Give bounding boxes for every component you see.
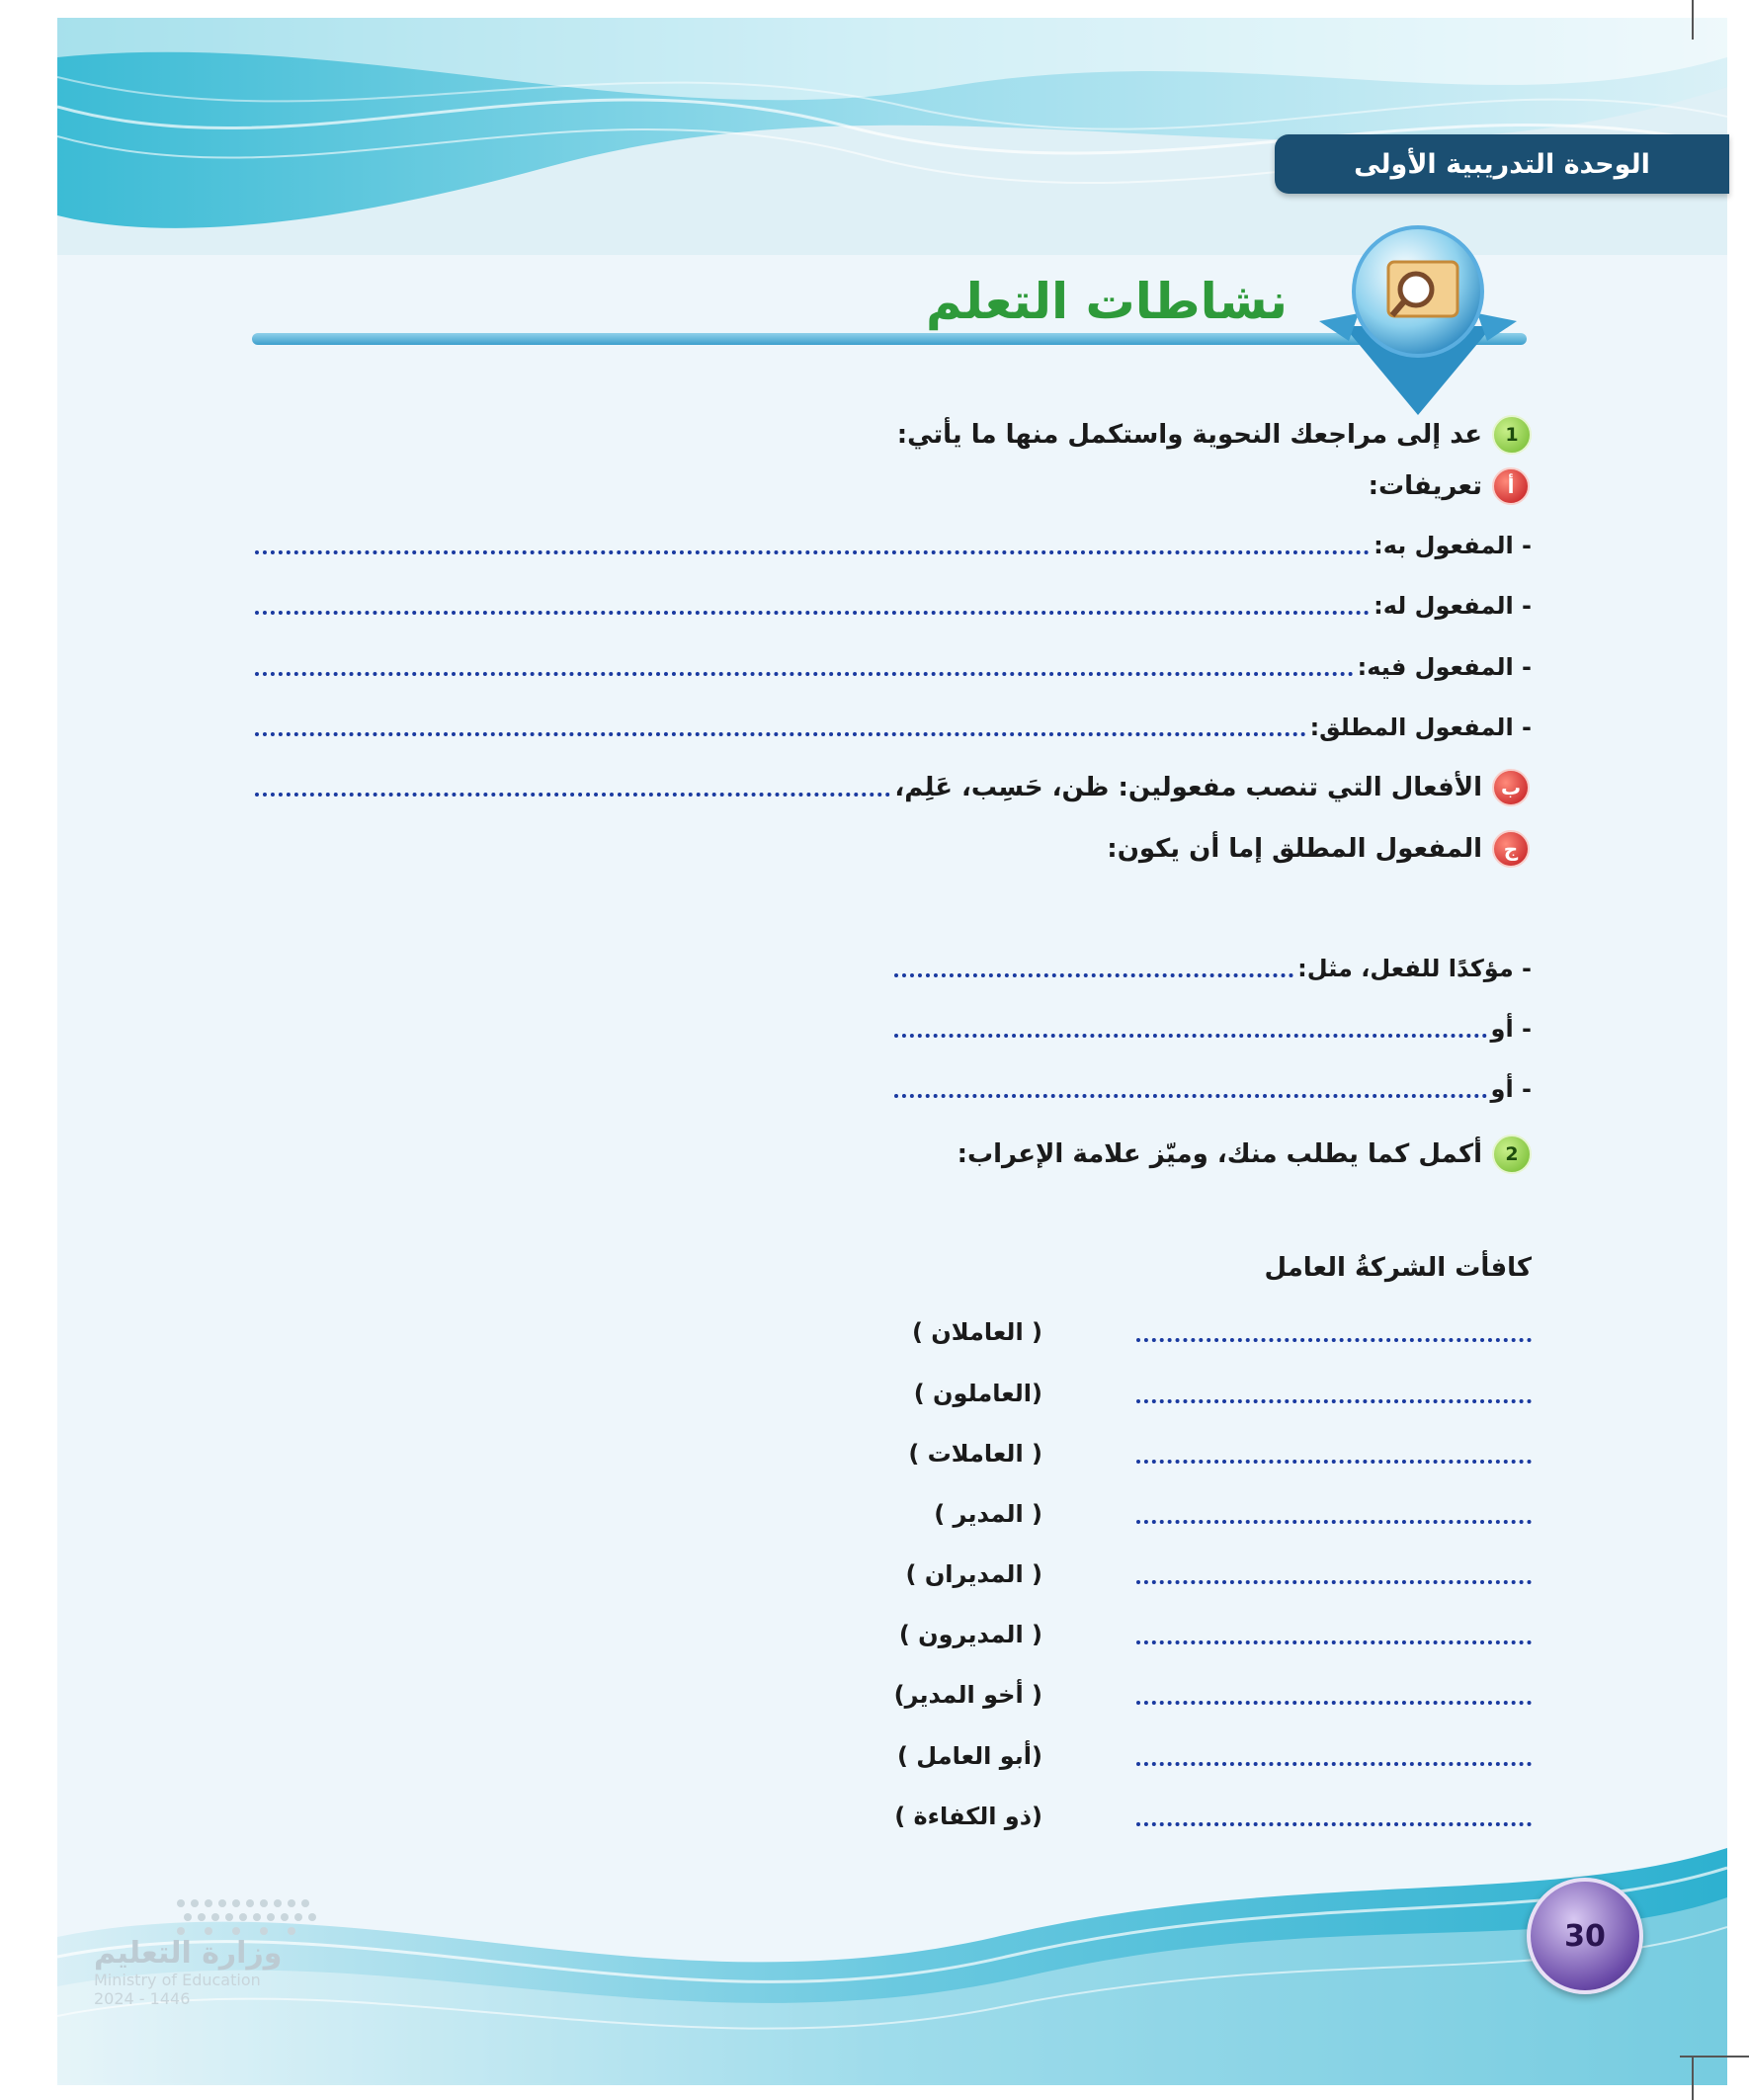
absolute-object-row (894, 955, 1532, 982)
answer-blank[interactable] (1136, 1520, 1532, 1524)
ministry-watermark (94, 1892, 331, 2041)
example-sentence (1264, 1253, 1532, 1283)
answer-blank[interactable] (1136, 1701, 1532, 1705)
question-2 (958, 1134, 1532, 1174)
definition-row (255, 532, 1532, 559)
exercise-hint: ( العاملان ) (911, 1318, 1042, 1346)
part-a-label: تعريفات: (1368, 471, 1482, 501)
exercise-row (870, 1498, 1532, 1538)
answer-blank[interactable] (894, 1094, 1487, 1098)
answer-blank[interactable] (1136, 1580, 1532, 1584)
question-number-badge: 1 (1492, 415, 1532, 455)
answer-blank[interactable] (1136, 1338, 1532, 1342)
edition-year: 2024 - 1446 (94, 1989, 191, 2008)
absolute-object-label: - أو (1490, 1075, 1532, 1103)
answer-blank[interactable] (1136, 1762, 1532, 1766)
answer-blank[interactable] (1136, 1460, 1532, 1464)
exercise-hint: ( المديران ) (905, 1560, 1042, 1588)
part-b-text: الأفعال التي تنصب مفعولين: ظن، حَسِب، عَلِم، (894, 773, 1482, 802)
exercise-row (870, 1378, 1532, 1417)
exercise-row (870, 1740, 1532, 1780)
section-title: نشاطات التعلم (925, 273, 1289, 330)
part-letter-badge: ب (1492, 769, 1530, 806)
magnifier-folder-icon (1309, 222, 1527, 420)
example-sentence-text: كافأت الشركةُ العامل (1264, 1253, 1532, 1283)
exercise-hint: ( المدير ) (934, 1500, 1042, 1528)
exercise-row (870, 1619, 1532, 1658)
answer-blank[interactable] (1136, 1640, 1532, 1644)
answer-blank[interactable] (255, 672, 1354, 676)
absolute-object-row (894, 1015, 1532, 1043)
exercise-hint: (ذو الكفاءة ) (894, 1803, 1042, 1830)
unit-tab: الوحدة التدريبية الأولى (1275, 134, 1729, 194)
answer-blank[interactable] (1136, 1399, 1532, 1403)
exercise-hint: (أبو العامل ) (896, 1742, 1042, 1770)
page-number-badge: 30 (1527, 1878, 1643, 1994)
part-letter-badge: ج (1492, 830, 1530, 868)
exercise-row (870, 1558, 1532, 1598)
answer-blank[interactable] (255, 550, 1370, 554)
exercise-row (870, 1679, 1532, 1719)
exercise-hint: ( أخو المدير) (893, 1681, 1042, 1709)
definition-label: - المفعول له: (1374, 592, 1532, 620)
crop-mark (1692, 0, 1694, 40)
exercise-row (870, 1316, 1532, 1356)
part-letter-badge: أ (1492, 467, 1530, 505)
crop-mark (1692, 2056, 1694, 2100)
exercise-row (870, 1801, 1532, 1840)
answer-blank[interactable] (894, 973, 1293, 977)
exercise-hint: (العاملون ) (913, 1380, 1042, 1407)
exercise-row (870, 1438, 1532, 1477)
definition-row (255, 592, 1532, 620)
question-number-badge: 2 (1492, 1134, 1532, 1174)
answer-blank[interactable] (255, 793, 890, 797)
definition-label: - المفعول فيه: (1357, 653, 1532, 681)
answer-blank[interactable] (1136, 1822, 1532, 1826)
question-2-text: أكمل كما يطلب منك، وميّز علامة الإعراب: (957, 1139, 1482, 1169)
question-1-text: عد إلى مراجعك النحوية واستكمل منها ما يأتي: (896, 420, 1482, 450)
definition-row (255, 714, 1532, 741)
answer-blank[interactable] (894, 1034, 1487, 1038)
absolute-object-row (894, 1075, 1532, 1103)
question-1 (897, 415, 1532, 455)
answer-blank[interactable] (255, 611, 1370, 615)
ministry-name-en: Ministry of Education (94, 1971, 261, 1989)
definition-label: - المفعول المطلق: (1309, 714, 1532, 741)
part-c-text: المفعول المطلق إما أن يكون: (1107, 834, 1482, 864)
exercise-hint: ( المديرون ) (898, 1621, 1042, 1648)
answer-blank[interactable] (255, 732, 1306, 736)
exercise-hint: ( العاملات ) (908, 1440, 1042, 1468)
part-b-row (255, 769, 1530, 806)
definition-label: - المفعول به: (1374, 532, 1532, 559)
part-c-heading (1107, 830, 1530, 868)
absolute-object-label: - أو (1490, 1015, 1532, 1043)
ministry-name-ar: وزارة التعليم (94, 1936, 283, 1971)
part-a-heading (1369, 467, 1530, 505)
definition-row (255, 653, 1532, 681)
absolute-object-label: - مؤكدًا للفعل، مثل: (1297, 955, 1532, 982)
crop-mark (1680, 2056, 1749, 2058)
